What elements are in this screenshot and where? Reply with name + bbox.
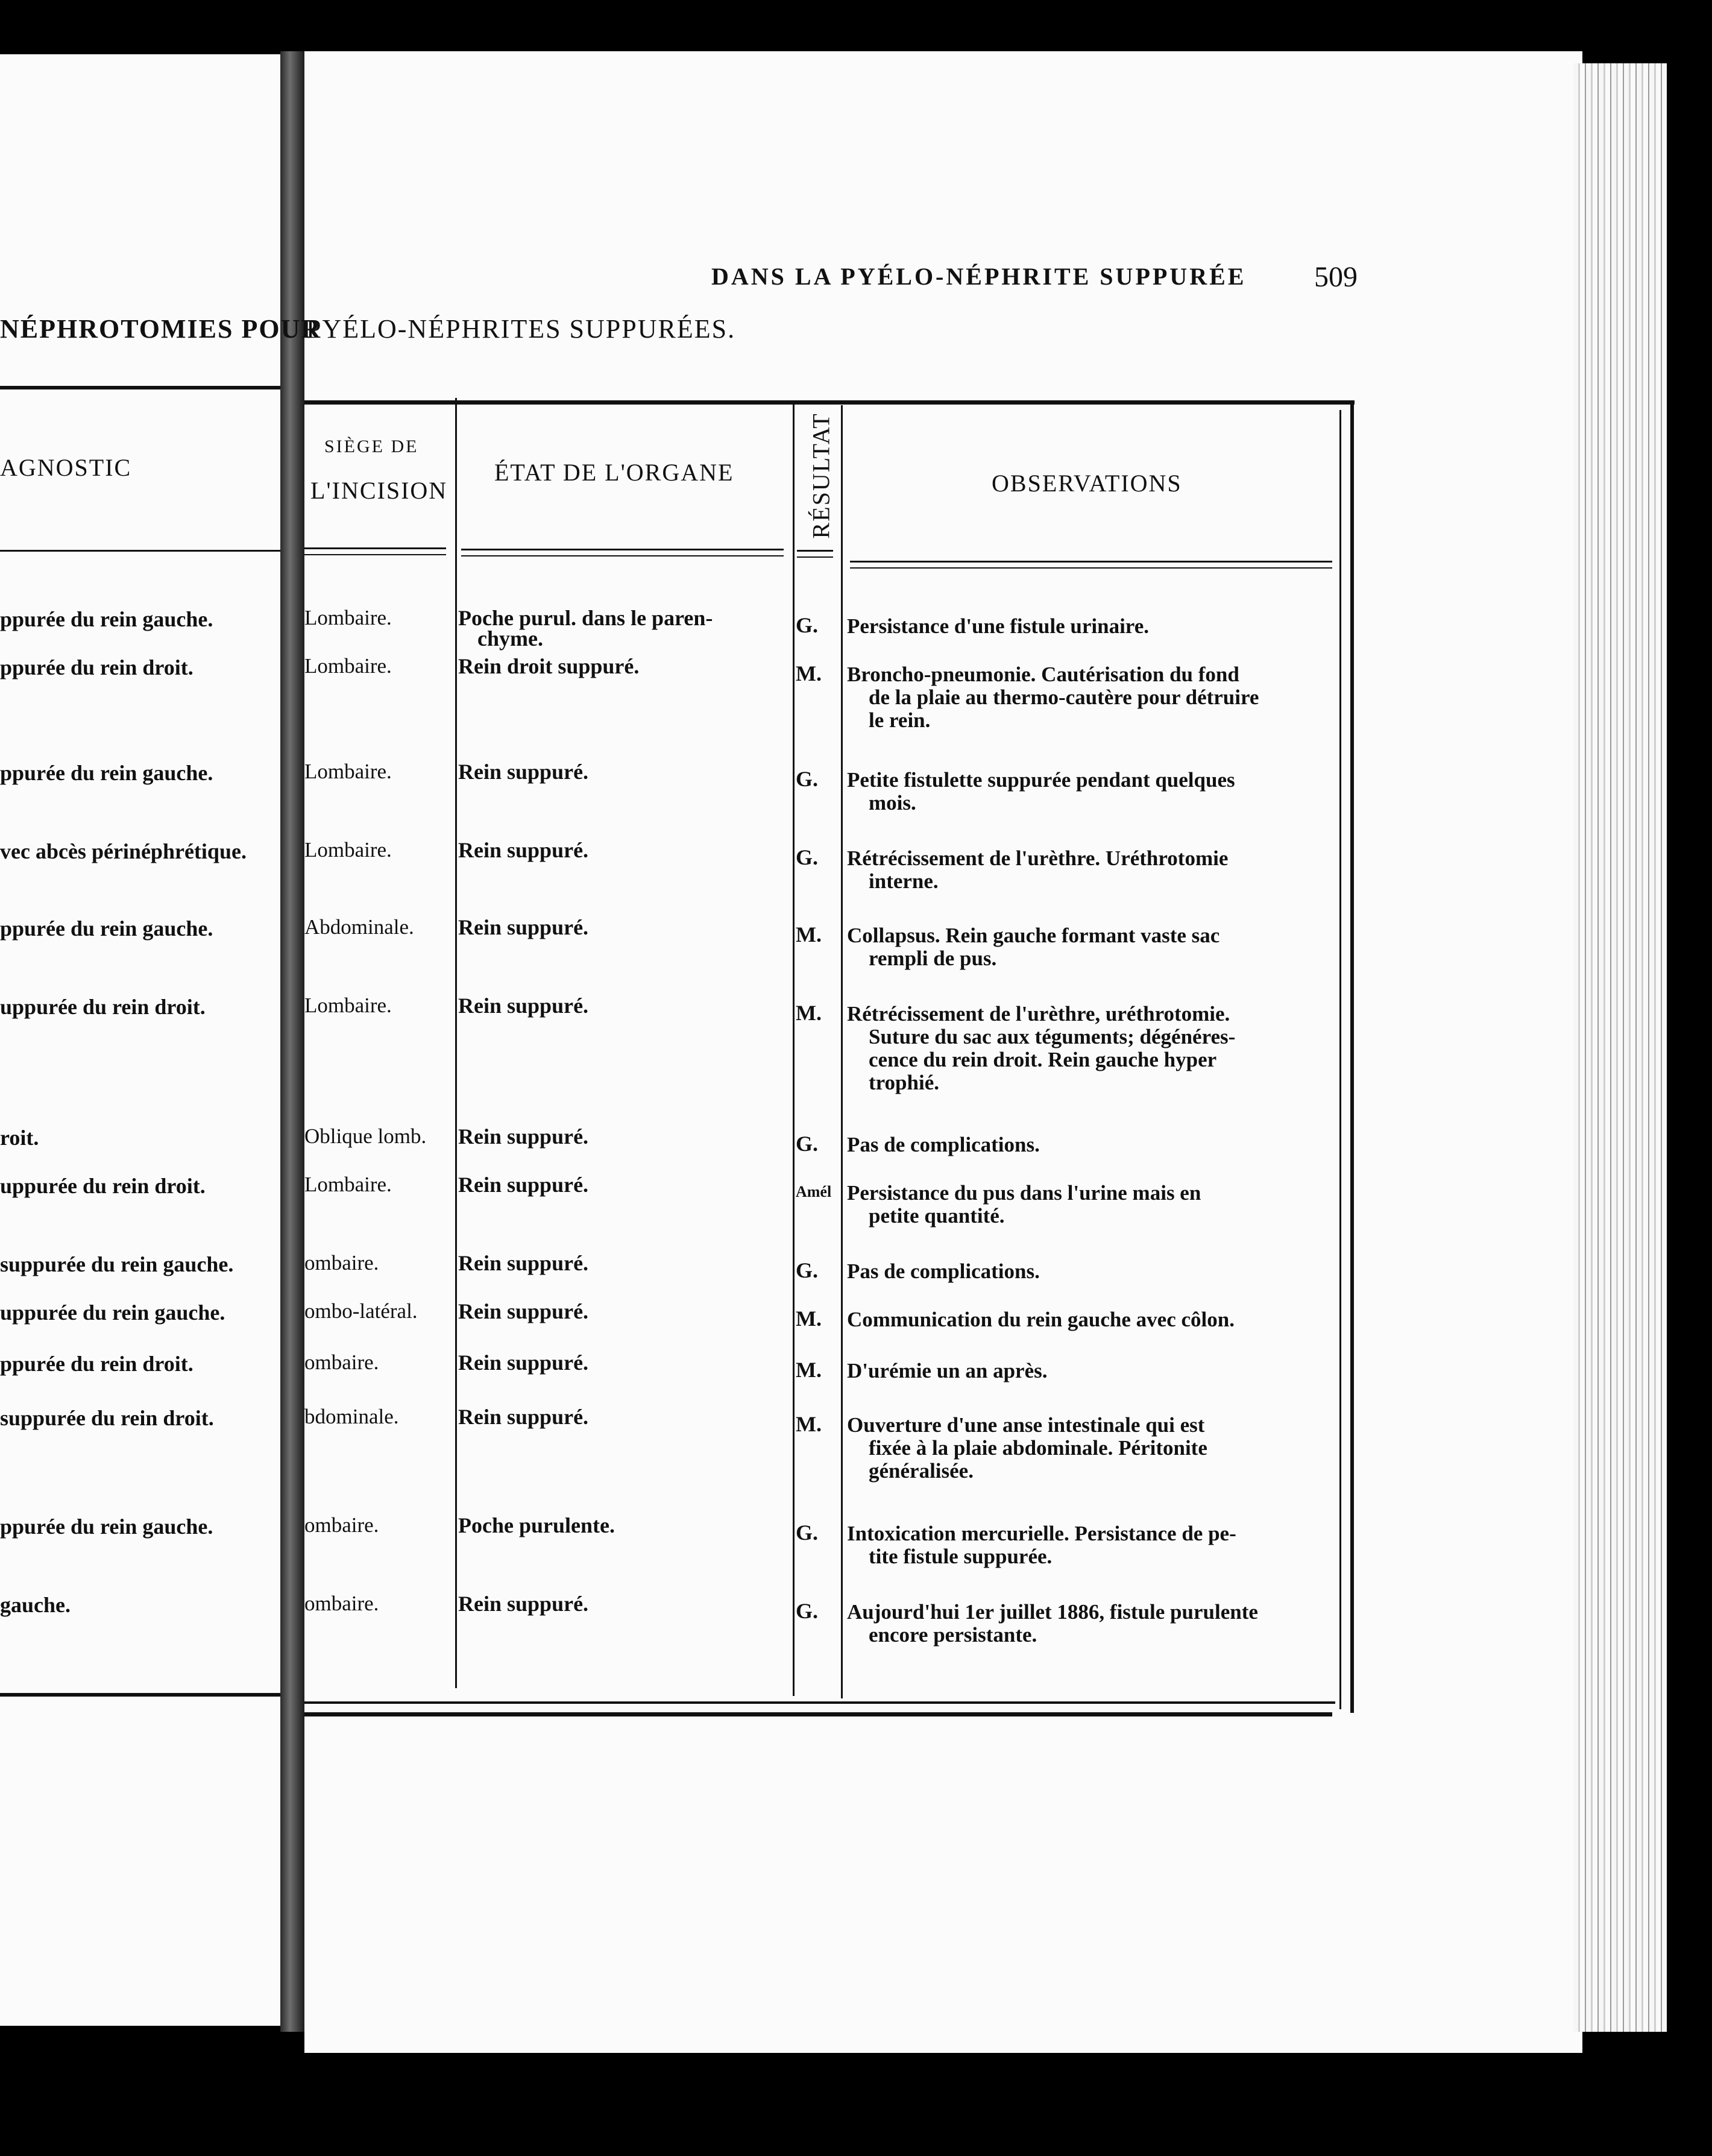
book-gutter xyxy=(280,51,304,2032)
cell-diagnostic: gauche. xyxy=(0,1593,71,1617)
cell-diagnostic: ppurée du rein droit. xyxy=(0,655,194,679)
cell-diagnostic: ppurée du rein gauche. xyxy=(0,761,213,785)
cell-organ: Rein suppuré. xyxy=(458,1592,589,1616)
cell-incision: ombaire. xyxy=(304,1592,379,1615)
col-divider-incision xyxy=(455,398,457,1688)
cell-organ: Rein suppuré. xyxy=(458,1351,589,1375)
cell-diagnostic: suppurée du rein droit. xyxy=(0,1406,214,1430)
cell-observation: D'urémie un an après. xyxy=(847,1359,1048,1382)
page-number: 509 xyxy=(1314,261,1358,293)
cell-observation: généralisée. xyxy=(869,1459,974,1483)
col-divider-etat xyxy=(793,403,795,1696)
cell-observation: Communication du rein gauche avec côlon. xyxy=(847,1308,1235,1331)
cell-diagnostic: vec abcès périnéphrétique. xyxy=(0,839,247,863)
cell-result: G. xyxy=(796,845,819,869)
cell-diagnostic: uppurée du rein droit. xyxy=(0,995,206,1019)
cell-result: G. xyxy=(796,613,819,637)
cell-observation: Pas de complications. xyxy=(847,1133,1040,1156)
cell-diagnostic: ppurée du rein gauche. xyxy=(0,607,213,631)
cell-organ: Rein suppuré. xyxy=(458,1405,589,1429)
cell-observation: Collapsus. Rein gauche formant vaste sac xyxy=(847,924,1220,947)
left-top-rule xyxy=(0,386,280,389)
cell-organ: Rein suppuré. xyxy=(458,1173,589,1197)
cell-diagnostic: uppurée du rein gauche. xyxy=(0,1300,225,1325)
table-bottom-rule-inner xyxy=(304,1701,1335,1704)
cell-result: M. xyxy=(796,1307,822,1331)
cell-incision: Lombaire. xyxy=(304,760,392,783)
cell-incision: ombo-latéral. xyxy=(304,1299,418,1323)
cell-result: M. xyxy=(796,1412,822,1436)
cell-observation: de la plaie au thermo-cautère pour détruire xyxy=(869,686,1259,709)
cell-observation: Broncho-pneumonie. Cautérisation du fond xyxy=(847,663,1239,686)
cell-diagnostic: ppurée du rein gauche. xyxy=(0,916,213,941)
cell-observation: cence du rein droit. Rein gauche hyper xyxy=(869,1048,1217,1071)
cell-incision: Lombaire. xyxy=(304,606,392,629)
cell-incision: Lombaire. xyxy=(304,654,392,678)
cell-incision: ombaire. xyxy=(304,1513,379,1537)
cell-observation: Ouverture d'une anse intestinale qui est xyxy=(847,1413,1205,1437)
header-diagnostic: AGNOSTIC xyxy=(0,454,132,481)
table-title-right: PYÉLO-NÉPHRITES SUPPURÉES. xyxy=(306,314,736,344)
table-top-rule xyxy=(304,400,1355,405)
cell-diagnostic: suppurée du rein gauche. xyxy=(0,1252,234,1276)
cell-diagnostic: ppurée du rein gauche. xyxy=(0,1515,213,1539)
cell-organ: Rein suppuré. xyxy=(458,760,589,784)
cell-diagnostic: uppurée du rein droit. xyxy=(0,1174,206,1198)
col-divider-resultat xyxy=(841,405,843,1698)
cell-organ: Rein suppuré. xyxy=(458,838,589,862)
cell-result: M. xyxy=(796,661,822,686)
page-edges xyxy=(1573,63,1667,2032)
cell-observation: Pas de complications. xyxy=(847,1259,1040,1283)
cell-incision: ombaire. xyxy=(304,1351,379,1374)
cell-result: G. xyxy=(796,1132,819,1156)
cell-diagnostic: roit. xyxy=(0,1126,39,1150)
cell-observation: Aujourd'hui 1er juillet 1886, fistule purulente xyxy=(847,1600,1258,1624)
cell-incision: ombaire. xyxy=(304,1251,379,1275)
cell-result: G. xyxy=(796,767,819,791)
cell-observation: mois. xyxy=(869,791,916,815)
cell-incision: bdominale. xyxy=(304,1405,399,1428)
cell-result: M. xyxy=(796,922,822,947)
header-rule-etat xyxy=(461,549,784,556)
cell-observation: petite quantité. xyxy=(869,1204,1005,1228)
cell-observation: encore persistante. xyxy=(869,1623,1037,1647)
header-resultat: RÉSULTAT xyxy=(807,412,835,539)
header-rule-incision xyxy=(304,547,446,555)
cell-observation: Persistance du pus dans l'urine mais en xyxy=(847,1181,1201,1205)
cell-organ: Rein suppuré. xyxy=(458,1124,589,1149)
left-header-rule xyxy=(0,550,280,552)
cell-observation: interne. xyxy=(869,869,939,893)
cell-result: G. xyxy=(796,1521,819,1545)
header-observations: OBSERVATIONS xyxy=(992,470,1182,497)
cell-incision: Lombaire. xyxy=(304,1173,392,1196)
table-right-border xyxy=(1350,400,1354,1713)
cell-organ: Rein suppuré. xyxy=(458,1299,589,1323)
cell-observation: Persistance d'une fistule urinaire. xyxy=(847,614,1149,638)
cell-observation: Rétrécissement de l'urèthre. Uréthrotomie xyxy=(847,846,1229,870)
cell-incision: Lombaire. xyxy=(304,838,392,862)
cell-result: M. xyxy=(796,1001,822,1025)
cell-organ: Rein suppuré. xyxy=(458,994,589,1018)
cell-organ: Rein suppuré. xyxy=(458,915,589,939)
cell-observation: Intoxication mercurielle. Persistance de pe- xyxy=(847,1522,1236,1545)
table-bottom-rule xyxy=(304,1712,1332,1716)
cell-observation: Suture du sac aux téguments; dégénéres- xyxy=(869,1025,1236,1048)
cell-observation: le rein. xyxy=(869,708,931,732)
cell-observation: fixée à la plaie abdominale. Péritonite xyxy=(869,1436,1207,1460)
cell-organ: Poche purul. dans le paren- xyxy=(458,606,713,630)
table-right-inner-border xyxy=(1339,410,1341,1709)
left-page xyxy=(0,54,286,2026)
cell-organ: Rein suppuré. xyxy=(458,1251,589,1275)
cell-organ: Poche purulente. xyxy=(458,1513,615,1537)
cell-diagnostic: ppurée du rein droit. xyxy=(0,1352,194,1376)
cell-organ: Rein droit suppuré. xyxy=(458,654,640,678)
cell-result: G. xyxy=(796,1599,819,1623)
header-rule-resultat xyxy=(797,550,833,558)
cell-observation: trophié. xyxy=(869,1071,939,1094)
cell-observation: rempli de pus. xyxy=(869,947,997,970)
cell-incision: Oblique lomb. xyxy=(304,1124,427,1148)
left-bottom-rule xyxy=(0,1693,280,1697)
cell-result: G. xyxy=(796,1258,819,1282)
table-title-left: NÉPHROTOMIES POUR xyxy=(0,314,322,344)
header-siege-line1: SIÈGE DE xyxy=(324,437,419,456)
cell-observation: tite fistule suppurée. xyxy=(869,1545,1053,1568)
cell-result: M. xyxy=(796,1358,822,1382)
header-siege-line2: L'INCISION xyxy=(310,477,448,504)
cell-incision: Abdominale. xyxy=(304,915,414,939)
running-head: DANS LA PYÉLO-NÉPHRITE SUPPURÉE xyxy=(711,263,1247,290)
cell-result: Amél xyxy=(796,1183,832,1200)
header-rule-observations xyxy=(850,561,1332,569)
cell-observation: Rétrécissement de l'urèthre, uréthrotomie. xyxy=(847,1002,1230,1026)
cell-observation: Petite fistulette suppurée pendant quelques xyxy=(847,768,1235,792)
cell-incision: Lombaire. xyxy=(304,994,392,1017)
cell-organ: chyme. xyxy=(477,626,543,651)
header-etat: ÉTAT DE L'ORGANE xyxy=(494,459,734,486)
